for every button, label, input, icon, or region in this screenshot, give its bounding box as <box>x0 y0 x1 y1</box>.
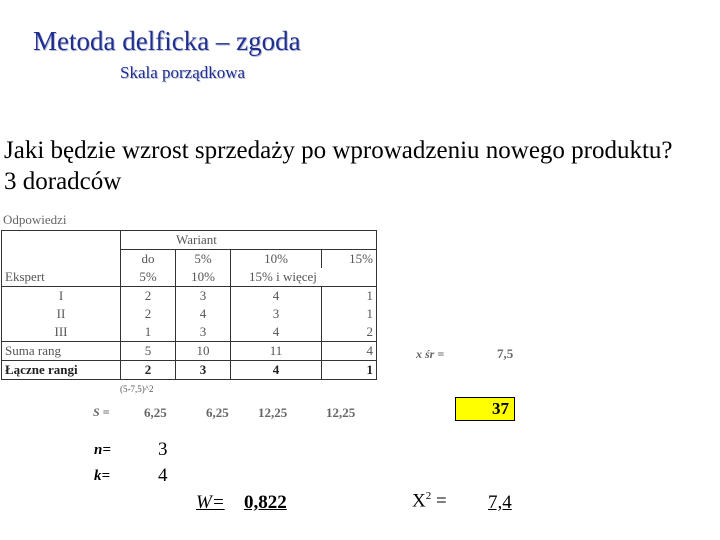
row-label: III <box>2 323 121 342</box>
chi2-symbol: X <box>412 490 426 512</box>
chi2-superscript: 2 <box>425 490 432 502</box>
n-value: 3 <box>158 439 168 460</box>
table-header-row <box>2 231 377 250</box>
formula-note: (5-7,5)^2 <box>120 384 154 394</box>
variant-header: Wariant <box>121 231 377 250</box>
header-cell: 5% <box>176 250 231 269</box>
table-row <box>2 323 377 342</box>
header-cell: 10% <box>176 268 231 287</box>
table-cell: 1 <box>121 323 176 342</box>
answers-label: Odpowiedzi <box>3 212 67 227</box>
table-cell: 4 <box>231 287 322 306</box>
table-cell: 4 <box>231 361 322 380</box>
s-label: S = <box>93 405 110 419</box>
sum-row <box>2 342 377 361</box>
n-label: n= <box>94 442 111 458</box>
header-cell: 5% <box>121 268 176 287</box>
chi2-value: 7,4 <box>488 492 512 513</box>
s-value: 12,25 <box>326 405 356 420</box>
question-text <box>4 135 673 197</box>
table-label-cell <box>2 250 121 269</box>
chi2-equals: = <box>435 490 447 512</box>
table-cell: 11 <box>231 342 322 361</box>
header-cell: 15% i więcej <box>231 268 377 287</box>
table-cell: 10 <box>176 342 231 361</box>
total-rank-row <box>2 361 377 380</box>
table-row <box>2 305 377 323</box>
header-cell: 10% <box>231 250 322 269</box>
table-cell: 2 <box>121 361 176 380</box>
sum-label: Suma rang <box>2 342 121 361</box>
w-label: W= <box>196 492 225 513</box>
table-cell: 4 <box>176 305 231 323</box>
s-value: 6,25 <box>144 405 167 420</box>
total-rank-label: Łączne rangi <box>2 361 121 380</box>
question-line: Jaki będzie wzrost sprzedaży po wprowadzeniu nowego produktu? <box>4 137 673 164</box>
table-cell: 3 <box>176 287 231 306</box>
mean-value: 7,5 <box>497 346 514 361</box>
table-cell: 5 <box>121 342 176 361</box>
table-cell: 3 <box>231 305 322 323</box>
chi2-label <box>412 490 447 512</box>
table-cell: 3 <box>176 361 231 380</box>
page-title: Metoda delficka – zgoda <box>33 26 301 56</box>
expert-label: Ekspert <box>2 268 121 287</box>
w-value: 0,822 <box>244 492 287 513</box>
table-cell: 4 <box>322 342 377 361</box>
table-cell: 2 <box>121 287 176 306</box>
table-cell: 2 <box>322 323 377 342</box>
s-value: 6,25 <box>206 405 229 420</box>
table-corner-cell <box>2 231 121 250</box>
ranking-table <box>1 230 377 380</box>
table-cell: 2 <box>121 305 176 323</box>
s-value: 12,25 <box>258 405 288 420</box>
table-header-row <box>2 250 377 269</box>
page-subtitle: Skala porządkowa <box>120 63 246 82</box>
table-cell: 1 <box>322 287 377 306</box>
header-cell: do <box>121 250 176 269</box>
mean-label: x śr = <box>416 347 445 361</box>
row-label: I <box>2 287 121 306</box>
table-cell: 1 <box>322 305 377 323</box>
k-label: k= <box>94 468 111 484</box>
k-value: 4 <box>158 465 168 486</box>
table-cell: 1 <box>322 361 377 380</box>
header-cell: 15% <box>322 250 377 269</box>
table-row <box>2 287 377 306</box>
row-label: II <box>2 305 121 323</box>
table-cell: 3 <box>176 323 231 342</box>
table-cell: 4 <box>231 323 322 342</box>
s-total-box: 37 <box>455 397 515 421</box>
table-header-row <box>2 268 377 287</box>
advisors-line: 3 doradców <box>4 168 122 195</box>
